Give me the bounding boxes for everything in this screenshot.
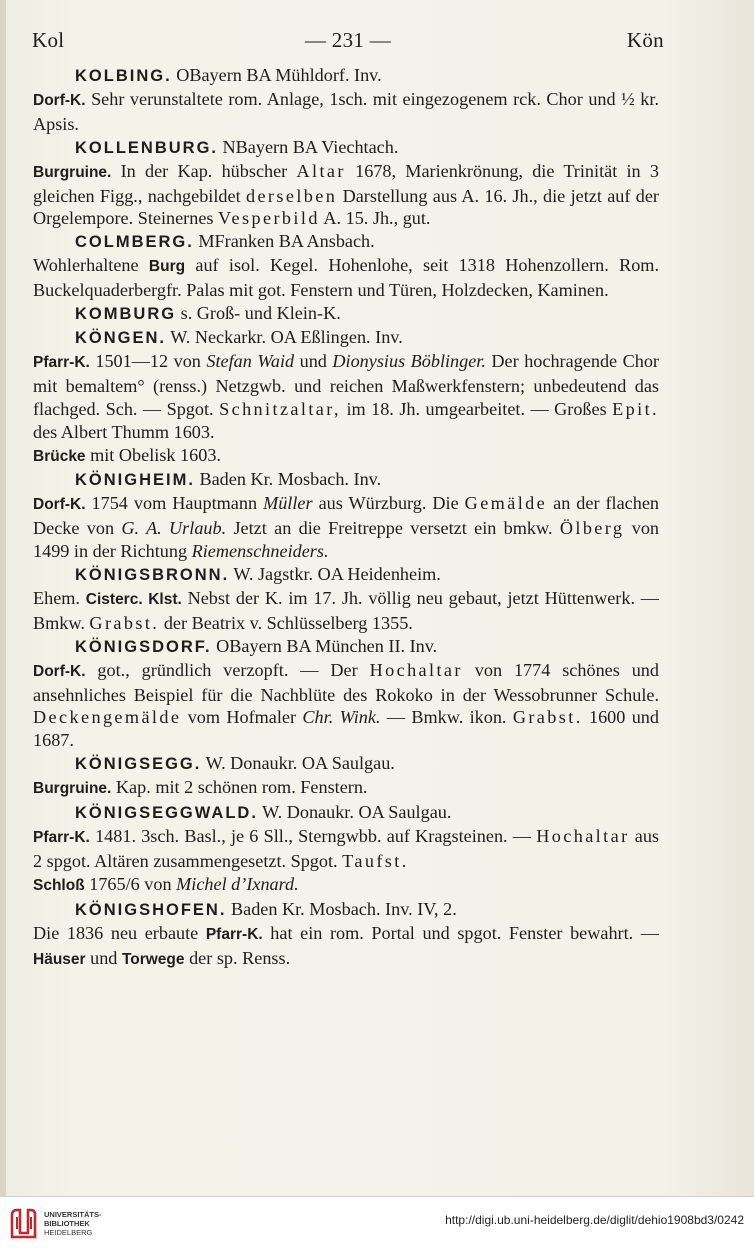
category-label: Burgruine. xyxy=(33,163,112,181)
category-label: Cisterc. Klst. xyxy=(85,590,182,608)
entry-heading xyxy=(33,898,659,922)
place-name: KOLBING. xyxy=(75,67,172,85)
artist-name: Chr. Wink. xyxy=(302,707,381,728)
text-segment: vom Hofmaler xyxy=(181,707,303,728)
entry-paragraph xyxy=(33,776,659,801)
text-segment: Darstellung aus A. 16. Jh., die jetzt auf der Orgelempore. Steinernes xyxy=(33,185,659,229)
entry-heading xyxy=(33,326,659,350)
entry-paragraph xyxy=(33,160,659,231)
text-segment: von 1499 in der Richtung xyxy=(33,518,660,562)
text-segment: Der hochragende Chor mit bemaltem° (renss.) Netzgwb. und reichen Maßwerkfenstern; unbedeutend das flachged. Sch. — Spgot. xyxy=(33,350,659,419)
artist-name: G. A. Urlaub. xyxy=(121,518,227,539)
entry xyxy=(33,801,659,898)
artist-name: Stefan Waid xyxy=(206,350,295,371)
place-name: KÖNIGSBRONN. xyxy=(75,566,230,585)
text-segment: der sp. Renss. xyxy=(184,947,291,968)
category-label: Pfarr-K. xyxy=(205,925,263,943)
entry-heading xyxy=(33,136,659,160)
entry-paragraph xyxy=(33,825,659,873)
entry xyxy=(33,302,659,326)
text-segment: Jetzt an die Freitreppe versetzt ein bmkw. xyxy=(226,518,560,539)
text-segment: Sehr verunstaltete rom. Anlage, 1sch. mit eingezogenem rck. Chor und ½ kr. Apsis. xyxy=(33,88,659,134)
spaced-term: Vesperbild xyxy=(218,208,320,229)
text-segment: Nebst der K. im 17. Jh. völlig neu gebaut, jetzt Hüttenwerk. — Bmkw. xyxy=(33,587,659,633)
library-name xyxy=(44,1210,102,1237)
place-name: KÖNIGHEIM. xyxy=(75,471,195,490)
place-name: COLMBERG. xyxy=(75,233,194,252)
text-segment: Kap. mit 2 schönen rom. Fenstern. xyxy=(111,777,368,798)
place-name: KÖNIGSDORF. xyxy=(75,637,212,656)
text-segment: Die 1836 neu erbaute xyxy=(33,922,206,943)
text-segment: 1678, Marienkrönung, die Trinität in 3 gleichen Figg., nachgebildet xyxy=(33,160,659,206)
text-segment: Wohlerhaltene xyxy=(33,255,149,276)
location-info: Baden Kr. Mosbach. Inv. IV, 2. xyxy=(226,898,457,919)
entry xyxy=(33,64,659,136)
text-segment: der Beatrix v. Schlüsselberg 1355. xyxy=(159,612,413,633)
entry xyxy=(33,563,659,635)
ub-heidelberg-logo-icon xyxy=(8,1207,38,1241)
category-label: Burgruine. xyxy=(33,780,112,798)
text-segment: von 1774 schönes und ansehnliches Beispiel für die Nachblüte des Rokoko in der Wessobrunner Schule. xyxy=(33,659,659,705)
text-segment: im 18. Jh. umgearbeitet. — Großes xyxy=(340,398,613,419)
place-name: KOLLENBURG. xyxy=(75,138,218,157)
entry-heading xyxy=(33,563,659,587)
entry-paragraph xyxy=(33,659,659,753)
entry-paragraph xyxy=(33,587,659,635)
entry-paragraph xyxy=(33,350,659,444)
location-info: NBayern BA Viechtach. xyxy=(218,136,399,157)
category-label: Dorf-K. xyxy=(33,91,86,109)
artist-name: Müller xyxy=(263,493,313,514)
spaced-term: Ölberg xyxy=(559,518,625,539)
location-info: W. Donaukr. OA Saulgau. xyxy=(201,753,395,774)
location-info: W. Neckarkr. OA Eßlingen. Inv. xyxy=(166,326,403,347)
entry xyxy=(33,230,659,302)
entry-heading xyxy=(33,230,659,254)
spaced-term: Hochaltar xyxy=(536,826,630,846)
header-right-keyword: Kön xyxy=(626,28,664,52)
category-label: Schloß xyxy=(33,876,85,894)
entry-paragraph xyxy=(33,922,659,972)
text-segment: Ehem. xyxy=(33,587,86,608)
entry-heading xyxy=(33,468,659,492)
entry-heading xyxy=(33,752,659,776)
text-segment: aus Würzburg. Die xyxy=(312,493,465,514)
running-header xyxy=(32,28,664,58)
entry-heading xyxy=(33,64,659,88)
category-label: Pfarr-K. xyxy=(33,829,90,846)
text-segment: an der flachen Decke von xyxy=(33,493,659,539)
location-info: Baden Kr. Mosbach. Inv. xyxy=(194,469,382,490)
source-url-link[interactable]: http://digi.ub.uni-heidelberg.de/diglit/dehio1908bd3/0242 xyxy=(445,1213,744,1227)
text-segment: auf isol. Kegel. Hohenlohe, seit 1318 Hohenzollern. Rom. Buckelquaderbergfr. Palas mit got. Fenstern und Türen, Holzdecken, Kaminen. xyxy=(33,255,659,301)
text-segment: 1754 vom Hauptmann xyxy=(85,493,264,514)
digitization-footer xyxy=(0,1196,754,1252)
place-name: KÖNIGSEGG. xyxy=(75,755,202,774)
page-number: — 231 — xyxy=(304,28,392,52)
text-segment: hat ein rom. Portal und spgot. Fenster bewahrt. — xyxy=(262,922,659,943)
spaced-term: Hochaltar xyxy=(369,659,463,680)
category-label: Pfarr-K. xyxy=(33,353,90,371)
text-segment: got., gründlich verzopft. — Der xyxy=(85,659,370,680)
header-left-keyword: Kol xyxy=(32,28,65,52)
library-line-2: BIBLIOTHEK xyxy=(44,1219,90,1228)
spaced-term: Schnitzaltar, xyxy=(219,398,341,419)
library-line-3: HEIDELBERG xyxy=(44,1228,93,1237)
place-name: KÖNIGSEGGWALD. xyxy=(75,804,258,823)
entry xyxy=(33,468,659,563)
text-segment: aus 2 spgot. Altären zusammengesetzt. Spgot. xyxy=(33,826,659,871)
text-segment: und xyxy=(294,350,333,371)
location-info: s. Groß- und Klein-K. xyxy=(176,303,341,324)
text-segment: — Bmkw. ikon. xyxy=(380,707,513,728)
text-segment: 1501—12 von xyxy=(89,350,207,371)
entry-paragraph xyxy=(33,873,659,898)
text-segment: des Albert Thumm 1603. xyxy=(33,421,215,442)
text-segment: mit Obelisk 1603. xyxy=(85,444,221,465)
spaced-term: Altar xyxy=(296,160,346,181)
spaced-term: Deckengemälde xyxy=(33,707,182,728)
entries-list xyxy=(33,64,659,971)
spaced-term: Grabst. xyxy=(89,612,160,633)
artist-name: Dionysius Böblinger. xyxy=(332,350,486,371)
spaced-term: Gemälde xyxy=(464,493,548,514)
category-label: Dorf-K. xyxy=(33,496,86,514)
entry-paragraph xyxy=(33,254,659,302)
spaced-term: Grabst. xyxy=(512,707,583,728)
category-label: Torwege xyxy=(121,950,185,968)
entry-paragraph xyxy=(33,492,659,563)
entry-heading xyxy=(33,635,659,659)
category-label: Brücke xyxy=(33,447,86,465)
text-segment: 1765/6 von xyxy=(84,873,177,894)
text-segment: In der Kap. hübscher xyxy=(111,160,297,181)
text-segment: und xyxy=(85,947,122,968)
entry-paragraph xyxy=(33,444,659,469)
entry xyxy=(33,752,659,801)
text-segment: 1600 und 1687. xyxy=(33,707,659,751)
entry xyxy=(33,635,659,753)
location-info: W. Jagstkr. OA Heidenheim. xyxy=(229,564,441,585)
category-label: Häuser xyxy=(33,950,86,968)
category-label: Dorf-K. xyxy=(33,662,86,680)
place-name: KÖNGEN. xyxy=(75,328,167,347)
entry-heading xyxy=(33,302,659,326)
page-edge xyxy=(0,0,6,1251)
entry-paragraph xyxy=(33,88,659,136)
entry xyxy=(33,326,659,468)
location-info: MFranken BA Ansbach. xyxy=(193,231,375,252)
place-name: KOMBURG xyxy=(75,305,177,324)
text-segment: 1481. 3sch. Basl., je 6 Sll., Sterngwbb. auf Kragsteinen. — xyxy=(89,826,537,846)
spaced-term: Taufst. xyxy=(342,850,409,871)
location-info: W. Donaukr. OA Saulgau. xyxy=(257,802,452,823)
spaced-term: Epit. xyxy=(612,398,659,419)
artist-name: Michel d’Ixnard. xyxy=(176,873,299,894)
category-label: Burg xyxy=(148,258,186,276)
entry xyxy=(33,898,659,972)
text-segment: A. 15. Jh., gut. xyxy=(319,208,431,229)
library-line-1: UNIVERSITÄTS- xyxy=(44,1210,102,1219)
place-name: KÖNIGSHOFEN. xyxy=(75,900,227,919)
entry xyxy=(33,136,659,231)
spaced-term: derselben xyxy=(245,185,338,206)
location-info: OBayern BA Mühldorf. Inv. xyxy=(171,65,382,85)
location-info: OBayern BA München II. Inv. xyxy=(211,635,438,656)
entry-heading xyxy=(33,801,659,825)
artist-name: Riemenschneiders. xyxy=(191,541,329,562)
